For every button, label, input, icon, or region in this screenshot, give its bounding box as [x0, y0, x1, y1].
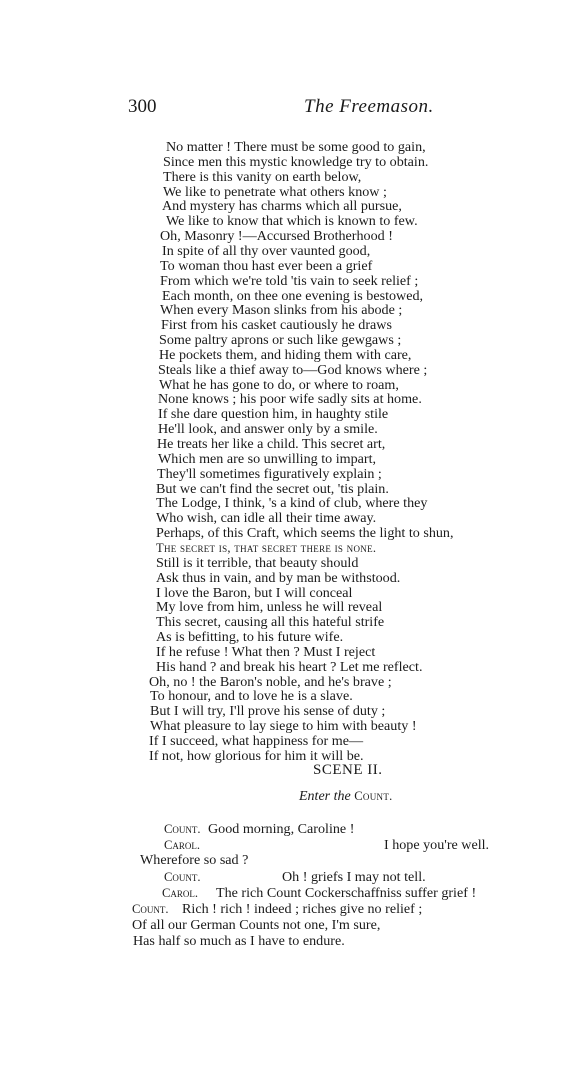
verse-line: To honour, and to love he is a slave.: [150, 688, 353, 705]
dialogue-line: The rich Count Cockerschaffniss suffer grief !: [216, 885, 477, 901]
verse-line: This secret, causing all this hateful strife: [156, 614, 385, 631]
verse-line: I love the Baron, but I will conceal: [156, 584, 353, 601]
verse-line: If not, how glorious for him it will be.: [149, 747, 364, 764]
verse-line: Since men this mystic knowledge try to obtain.: [163, 153, 429, 170]
verse-line: Steals like a thief away to—God knows where ;: [158, 361, 428, 378]
verse-line: The secret is, that secret there is none.: [156, 540, 377, 555]
verse-line: Which men are so unwilling to impart,: [158, 450, 377, 467]
speaker-name: Count.: [132, 902, 169, 916]
speaker-name: Carol.: [162, 886, 199, 900]
verse-line: No matter ! There must be some good to gain,: [166, 139, 426, 155]
dialogue-line: Wherefore so sad ?: [140, 852, 249, 868]
stage-direction: [299, 789, 393, 805]
verse-line: Who wish, can idle all their time away.: [156, 510, 377, 527]
verse-line: Each month, on thee one evening is bestowed,: [162, 287, 424, 304]
page-header: [0, 96, 562, 122]
verse-line: In spite of all thy over vaunted good,: [162, 242, 371, 259]
verse-line: He treats her like a child. This secret art,: [157, 436, 386, 452]
dialogue-line: Good morning, Caroline !: [208, 821, 355, 837]
speaker-name: Count.: [164, 870, 201, 884]
speaker-name: Carol.: [164, 838, 201, 852]
speaker-name: Count.: [164, 822, 201, 836]
verse-line: My love from him, unless he will reveal: [156, 599, 383, 616]
dialogue-line: Has half so much as I have to endure.: [133, 933, 345, 949]
verse-line: But I will try, I'll prove his sense of duty ;: [150, 703, 386, 720]
verse-line: To woman thou hast ever been a grief: [160, 257, 373, 274]
stage-direction-name: Count.: [354, 789, 393, 803]
verse-line: As is befitting, to his future wife.: [156, 629, 344, 646]
verse-line: If she dare question him, in haughty stile: [158, 406, 389, 423]
verse-line: He pockets them, and hiding them with care,: [159, 346, 412, 363]
verse-line: Perhaps, of this Craft, which seems the light to shun,: [156, 525, 454, 542]
verse-line: From which we're told 'tis vain to seek relief ;: [160, 272, 419, 289]
running-title: The Freemason.: [304, 96, 434, 117]
verse-line: Still is it terrible, that beauty should: [156, 554, 359, 571]
verse-line: There is this vanity on earth below,: [163, 168, 362, 185]
verse-line: Oh, no ! the Baron's noble, and he's brave ;: [149, 673, 392, 690]
verse-line: None knows ; his poor wife sadly sits at home.: [158, 391, 422, 408]
verse-line: They'll sometimes figuratively explain ;: [157, 465, 382, 482]
verse-line: Some paltry aprons or such like gewgaws ;: [159, 332, 402, 349]
verse-line: If he refuse ! What then ? Must I reject: [156, 643, 376, 660]
verse-line: If I succeed, what happiness for me—: [149, 733, 364, 749]
dialogue-line: Oh ! griefs I may not tell.: [282, 869, 426, 885]
verse-line: What he has gone to do, or where to roam,: [159, 376, 399, 393]
verse-line: The Lodge, I think, 's a kind of club, where they: [156, 495, 428, 512]
scene-title: SCENE II.: [313, 762, 383, 778]
verse-line: We like to know that which is known to few.: [166, 213, 418, 230]
verse-line: Ask thus in vain, and by man be withstood.: [156, 569, 401, 586]
verse-line: Oh, Masonry !—Accursed Brotherhood !: [160, 228, 393, 245]
verse-line: His hand ? and break his heart ? Let me reflect.: [156, 658, 423, 675]
verse-line: He'll look, and answer only by a smile.: [158, 421, 378, 438]
dialogue-line: Rich ! rich ! indeed ; riches give no relief ;: [182, 901, 423, 917]
verse-line: When every Mason slinks from his abode ;: [160, 302, 403, 319]
dialogue-line: I hope you're well.: [384, 837, 490, 853]
verse-line: But we can't find the secret out, 'tis plain.: [156, 480, 389, 497]
verse-line: And mystery has charms which all pursue,: [162, 198, 402, 215]
page-number: 300: [128, 96, 157, 117]
verse-line: First from his casket cautiously he draws: [161, 317, 392, 334]
dialogue-line: Of all our German Counts not one, I'm sure,: [132, 917, 381, 933]
stage-direction-prefix: Enter the: [299, 789, 351, 804]
verse-line: We like to penetrate what others know ;: [163, 183, 387, 200]
verse-line: What pleasure to lay siege to him with beauty !: [150, 718, 417, 735]
